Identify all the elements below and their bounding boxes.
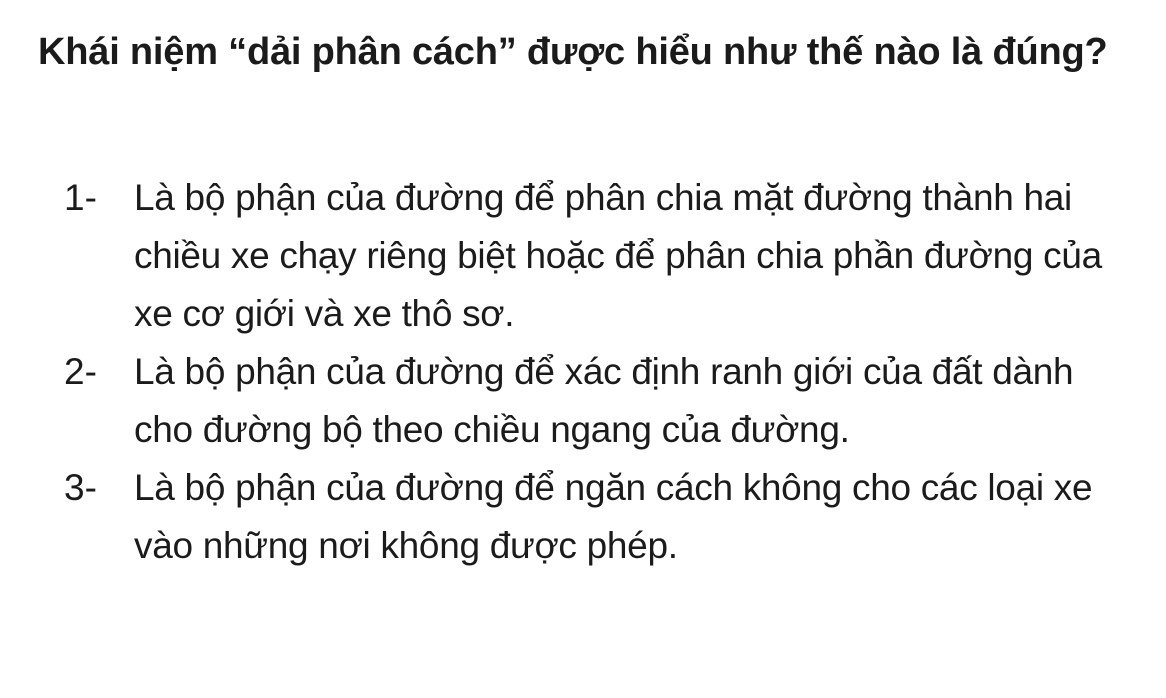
answer-option-3[interactable]	[64, 459, 1104, 575]
option-number: 1-	[64, 177, 97, 218]
option-number: 2-	[64, 351, 97, 392]
question-text: Khái niệm “dải phân cách” được hiểu như thế nào là đúng?	[38, 31, 1108, 73]
option-number: 3-	[64, 467, 97, 508]
answer-option-1[interactable]	[64, 169, 1104, 343]
option-text: Là bộ phận của đường để ngăn cách không cho các loại xe vào những nơi không được phép.	[134, 467, 1093, 566]
answer-option-2[interactable]	[64, 343, 1104, 459]
answer-options-list	[64, 169, 1104, 575]
option-text: Là bộ phận của đường để xác định ranh giới của đất dành cho đường bộ theo chiều ngang của đường.	[134, 351, 1074, 450]
option-text: Là bộ phận của đường để phân chia mặt đường thành hai chiều xe chạy riêng biệt hoặc để phân chia phần đường của xe cơ giới và xe thô sơ.	[134, 177, 1102, 334]
